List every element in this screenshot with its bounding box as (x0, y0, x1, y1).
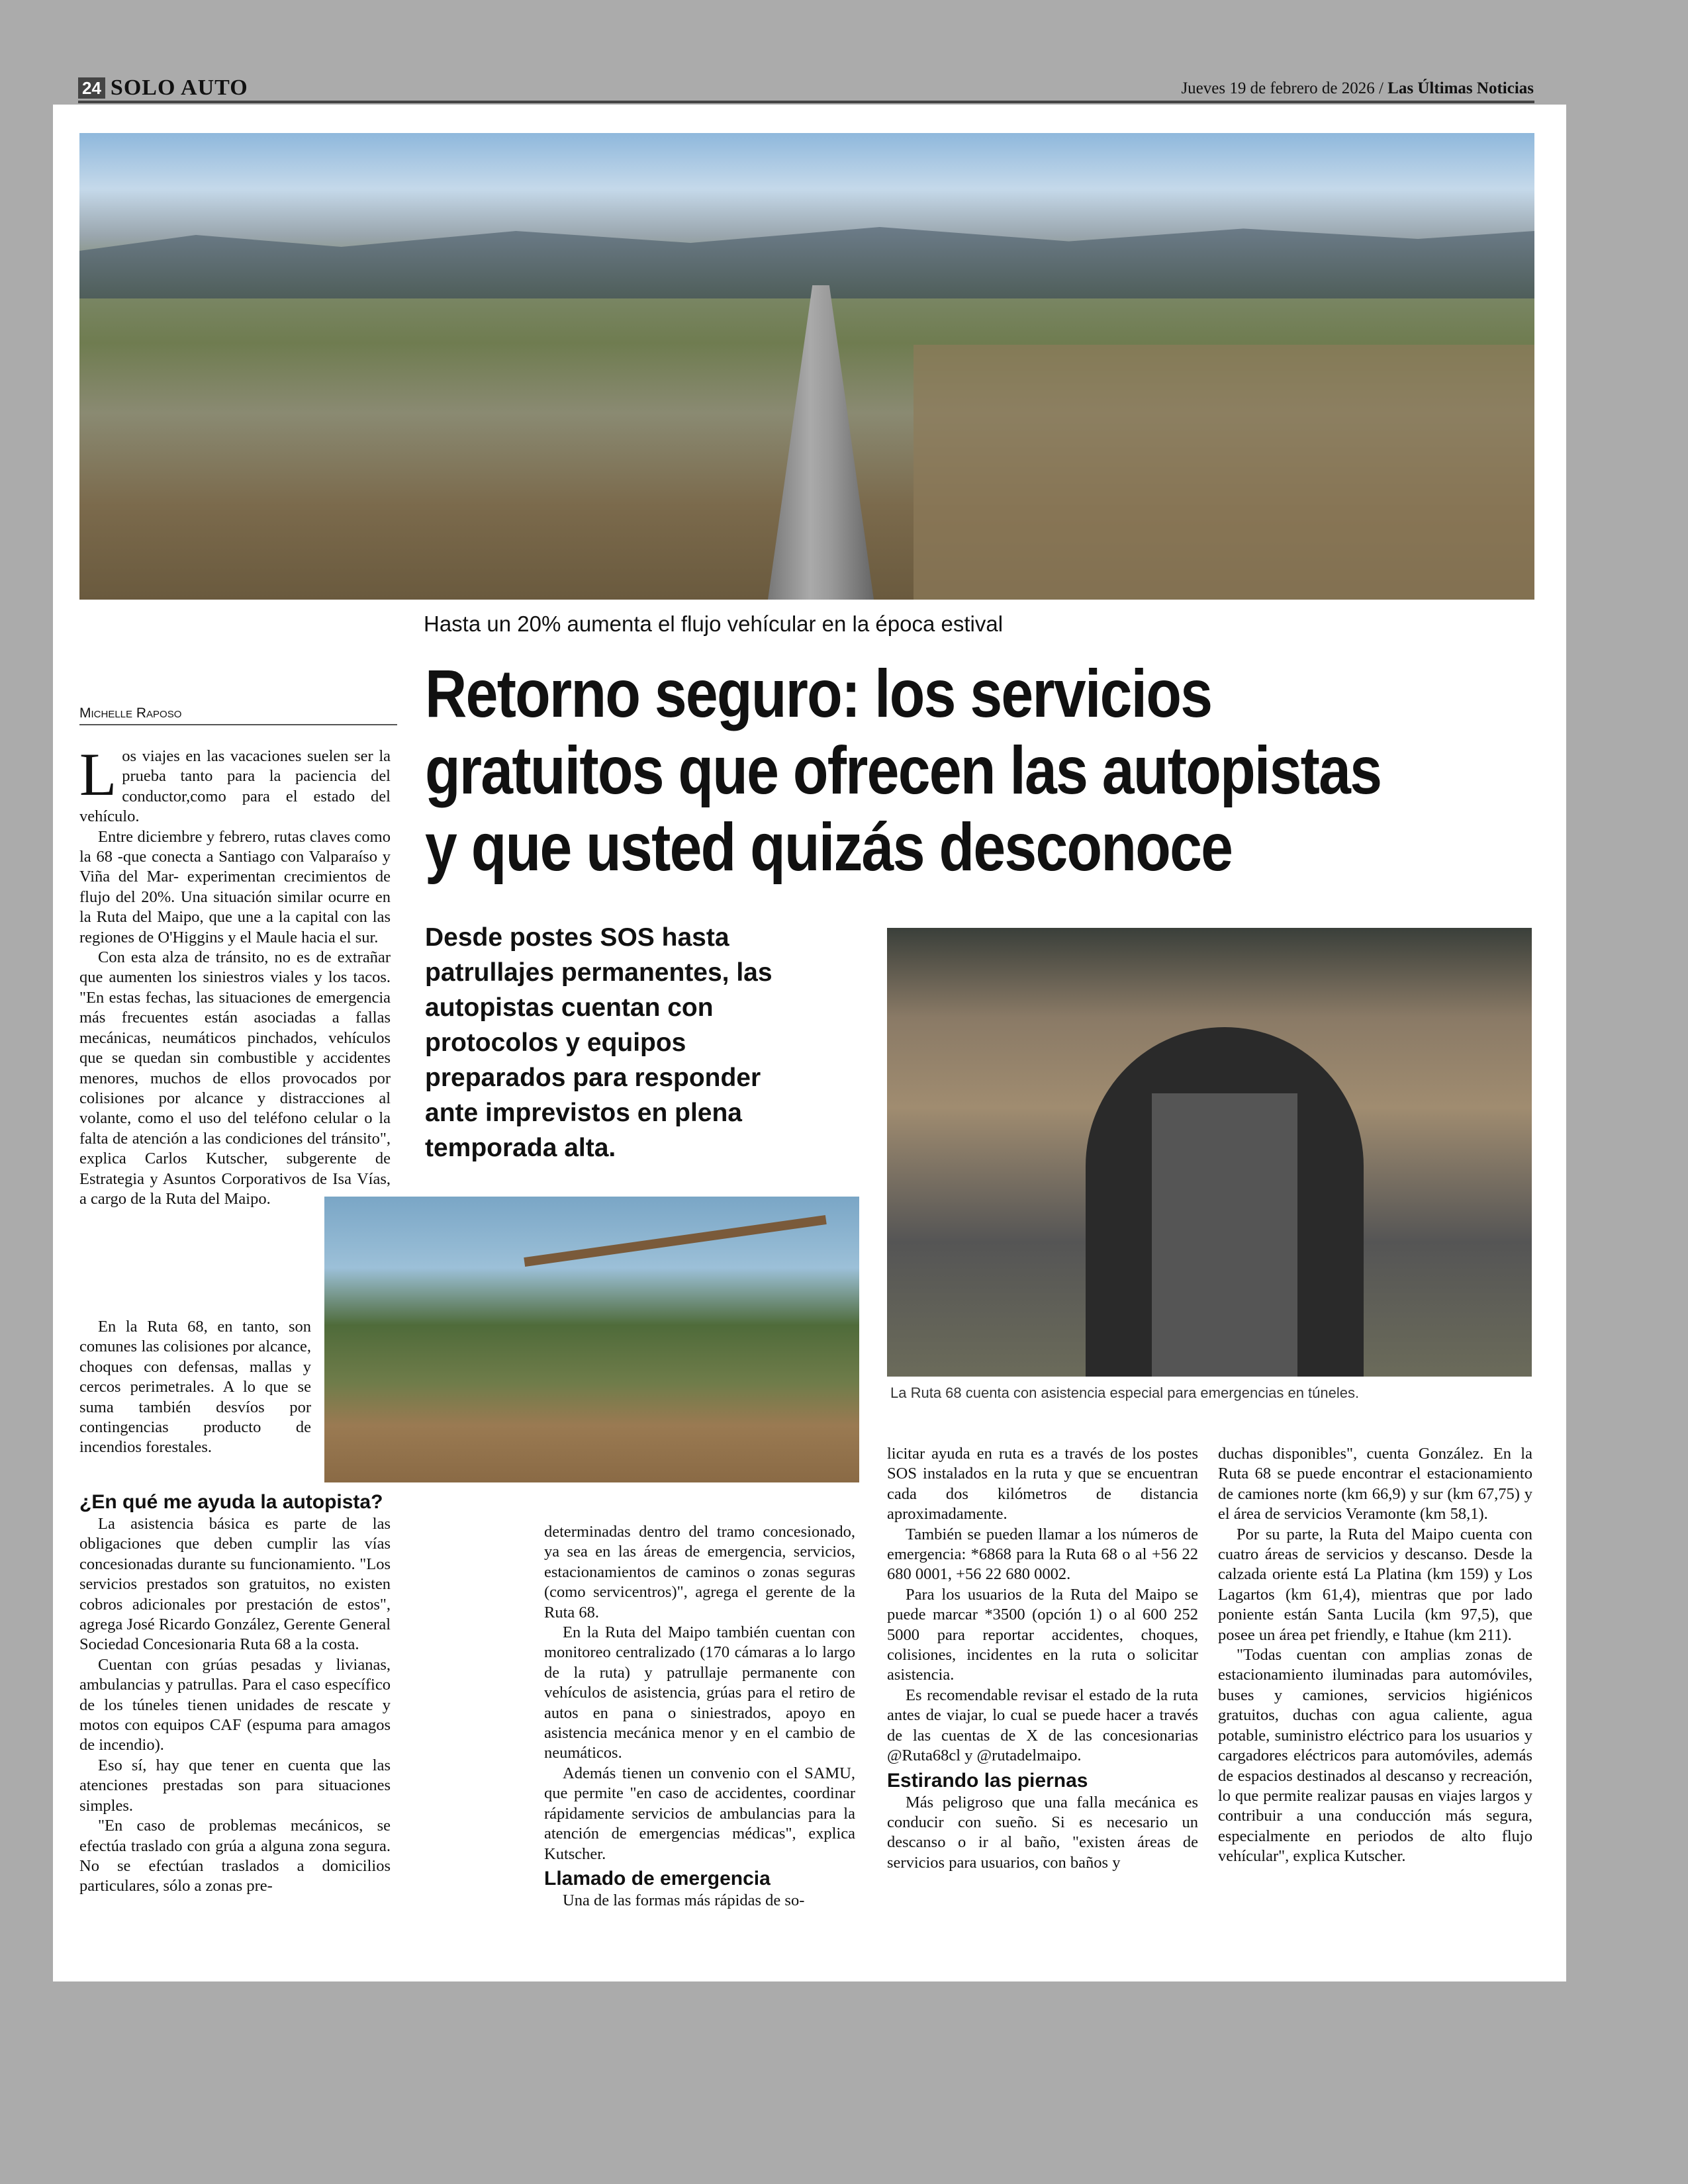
photo-mountains (79, 219, 1534, 298)
paragraph: En la Ruta 68, en tanto, son comunes las colisiones por alcance, choques con defensas, mallas y cercos perimetrales. A lo que se suma también desvíos por contingencias producto de incendios forestales. (79, 1318, 311, 1457)
paragraph: En la Ruta del Maipo también cuentan con monitoreo centralizado (170 cámaras a lo largo de la ruta) y patrullaje permanente con vehículos de asistencia, grúas para el retiro de autos en pana o siniestrados, apoyo en asistencia mecánica menor y en el cambio de neumáticos. (544, 1623, 855, 1762)
tunnel-caption: La Ruta 68 cuenta con asistencia especial para emergencias en túneles. (890, 1385, 1360, 1401)
paragraph: Una de las formas más rápidas de so- (563, 1891, 805, 1909)
paragraph: Eso sí, hay que tener en cuenta que las atenciones prestadas son para situaciones simples. (79, 1756, 391, 1815)
paragraph: Con esta alza de tránsito, no es de extrañar que aumenten los siniestros viales y los tacos. "En estas fechas, las situaciones de emergencia más frecuentes están asociadas a fallas mecánicas, neumáticos pinchados, vehículos que se quedan sin combustible y accidentes menores, muchos de ellos provocados por colisiones por alcance y distracciones al volante, como el uso del teléfono celular o la falta de atención a las condiciones del tránsito", explica Carlos Kutscher, subgerente de Estrategia y Asuntos Corporativos de Isa Vías, a cargo de la Ruta del Maipo. (79, 948, 391, 1208)
paragraph: Es recomendable revisar el estado de la ruta antes de viajar, lo cual se puede hacer a través de las cuentas de X de las concesionarias @Ruta68cl y @rutadelmaipo. (887, 1686, 1198, 1765)
rest-area-photo (324, 1197, 859, 1482)
paragraph: duchas disponibles", cuenta González. En la Ruta 68 se puede encontrar el estacionamiento de camiones norte (km 66,9) y sur (km 67,75) y el área de servicios Veramonte (km 58,1). (1218, 1445, 1532, 1524)
paragraph: "Todas cuentan con amplias zonas de estacionamiento iluminadas para automóviles, buses y camiones, servicios higiénicos gratuitos, duchas con agua caliente, agua potable, suministro eléctrico para los usuarios y cargadores eléctricos para automóviles, además de espacios destinados al descanso y recreación, lo que permite realizar pausas en viajes largos y contribuir a una conducción más segura, especialmente en periodos de alto flujo vehícular", explica Kutscher. (1218, 1646, 1532, 1866)
paragraph: Por su parte, la Ruta del Maipo cuenta con cuatro áreas de servicios y descanso. Desde la calzada oriente está La Platina (km 159) y Los Lagartos (km 61,4), mientras que por lado poniente están Santa Lucila (km 97,5), que posee un área pet friendly, e Itahue (km 211). (1218, 1525, 1532, 1644)
paragraph: determinadas dentro del tramo concesionado, ya sea en las áreas de emergencia, servicios, estacionamientos de caminos o zonas seguras (como servicentros)", agrega el gerente de la Ruta 68. (544, 1523, 855, 1621)
header-separator: / (1378, 79, 1383, 97)
column-1-top (79, 741, 391, 1209)
column-3 (887, 1444, 1198, 1873)
paragraph: Más peligroso que una falla mecánica es conducir con sueño. Si es necesario un descanso o ir al baño, "existen áreas de servicios para usuarios, con baños y (887, 1793, 1198, 1872)
paragraph-text: os viajes en las vacaciones suelen ser la prueba tanto para la paciencia del conductor,como para el estado del vehículo. (79, 747, 391, 826)
header-left (78, 77, 248, 99)
paragraph: licitar ayuda en ruta es a través de los postes SOS instalados en la ruta y que se encuentran cada dos kilómetros de distancia aproximadamente. (887, 1445, 1198, 1524)
subheading: Estirando las piernas (887, 1769, 1088, 1792)
byline: Michelle Raposo (79, 705, 397, 725)
headline: Retorno seguro: los servicios gratuitos que ofrecen las autopistas y que usted quizás desconoce (425, 656, 1382, 885)
paragraph: También se pueden llamar a los números de emergencia: *6868 para la Ruta 68 o al +56 22 680 0001, +56 22 680 0002. (887, 1525, 1198, 1584)
column-1-bottom (79, 1488, 391, 1897)
deck: Desde postes SOS hasta patrullajes permanentes, las autopistas cuentan con protocolos y equipos preparados para responder ante imprevistos en plena temporada alta. (425, 923, 773, 1162)
top-caption: Hasta un 20% aumenta el flujo vehícular en la época estival (424, 612, 1004, 636)
paragraph (79, 741, 391, 827)
newspaper-name: Las Últimas Noticias (1387, 79, 1534, 97)
header-right (1181, 79, 1534, 98)
photo-swing-beam (524, 1215, 826, 1267)
paragraph: La asistencia básica es parte de las obligaciones que deben cumplir las vías concesionadas durante su funcionamiento. "Los servicios prestados son gratuitos, no existen cobros adicionales por prestación de estos", agrega José Ricardo González, Gerente General Sociedad Concesionaria Ruta 68 a la costa. (79, 1515, 391, 1654)
header-rule (78, 101, 1534, 103)
subheading: ¿En qué me ayuda la autopista? (79, 1491, 383, 1513)
tunnel-photo (887, 928, 1532, 1377)
highway-aerial-photo (79, 133, 1534, 600)
photo-tunnel-lane (1152, 1093, 1297, 1377)
section-name: SOLO AUTO (110, 75, 248, 100)
paragraph: Cuentan con grúas pesadas y livianas, ambulancias y patrullas. Para el caso específico de los túneles tienen unidades de rescate y motos con equipos CAF (espuma para amagos de incendio). (79, 1655, 391, 1754)
column-1-narrow (79, 1317, 311, 1458)
column-2 (544, 1522, 855, 1911)
paragraph: "En caso de problemas mecánicos, se efectúa traslado con grúa a alguna zona segura. No se efectúan traslados a domicilios particulares, sólo a zonas pre- (79, 1817, 391, 1895)
drop-cap: L (79, 741, 117, 808)
paragraph: Además tienen un convenio con el SAMU, que permite "en caso de accidentes, coordinar rápidamente servicios de ambulancias para la atención de emergencias médicas", explica Kutscher. (544, 1764, 855, 1863)
paragraph: Para los usuarios de la Ruta del Maipo se puede marcar *3500 (opción 1) o al 600 252 5000 para reportar accidentes, choques, colisiones, incidentes en la ruta o solicitar asistencia. (887, 1585, 1198, 1684)
column-4 (1218, 1444, 1532, 1867)
photo-fields (914, 345, 1534, 600)
paragraph: Entre diciembre y febrero, rutas claves como la 68 -que conecta a Santiago con Valparaíso y Viña del Mar- experimentan crecimientos de flujo del 20%. Una situación similar ocurre en la Ruta del Maipo, que une a la capital con las regiones de O'Higgins y el Maule hacia el sur. (79, 827, 391, 946)
issue-date: Jueves 19 de febrero de 2026 (1181, 79, 1375, 97)
page-number: 24 (78, 77, 105, 99)
subheading: Llamado de emergencia (544, 1867, 771, 1889)
photo-highway (768, 285, 874, 600)
